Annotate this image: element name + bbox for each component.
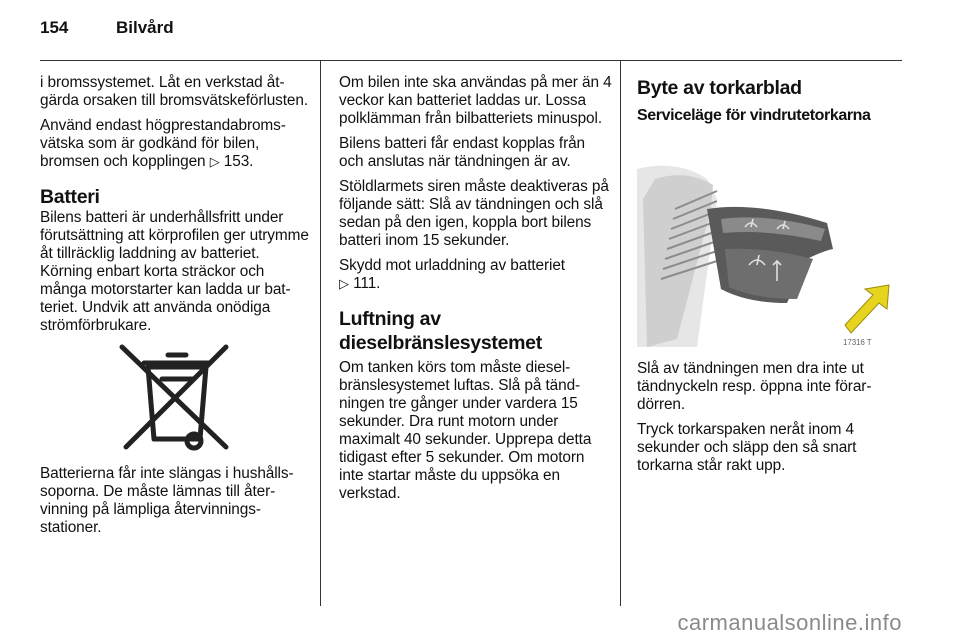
header-rule (40, 60, 902, 61)
column-3 (637, 74, 902, 482)
paragraph: Bilens batteri är underhållsfritt under förutsättning att körprofilen ger utrymme åt tillräcklig laddning av batteriet. Körning enbart korta sträckor och många motorstarter kan ladda ur batteriet. Undvik att använda onödiga strömförbrukare. (40, 209, 309, 334)
paragraph-text: Använd endast högprestandabromsvätska som är godkänd för bilen, bromsen och kopplingen (40, 117, 286, 170)
paragraph-with-ref (40, 117, 312, 171)
crossed-out-wheelie-bin-icon (118, 343, 238, 455)
column-divider-1 (320, 60, 321, 606)
paragraph: Bilens batteri får endast kopplas från och anslutas när tändningen är av. (339, 135, 586, 170)
wiper-stalk-photo (637, 139, 901, 347)
section-heading: Luftning av dieselbränslesystemet (339, 308, 542, 354)
page-number: 154 (40, 18, 69, 37)
page-reference-arrow-icon: ▷ (339, 276, 349, 291)
paragraph: Batterierna får inte slängas i hushållssoporna. De måste lämnas till återvinning på lämpliga återvinningsstationer. (40, 465, 294, 536)
page-reference[interactable]: 153. (223, 153, 254, 170)
paragraph: Om tanken körs tom måste dieselbränslesystemet luftas. Slå på tändningen tre gånger under vardera 15 sekunder. Dra runt motorn under maximalt 40 sekunder. Upprepa detta tidigast efter 5 sekunder. Om motorn inte startar måste du uppsöka en verkstad. (339, 359, 592, 502)
column-1 (40, 74, 312, 544)
column-2 (339, 74, 612, 510)
page-reference[interactable]: 111. (353, 275, 381, 292)
paragraph: Tryck torkarspaken neråt inom 4 sekunder och släpp den så snart torkarna står rakt upp. (637, 421, 857, 474)
paragraph: i bromssystemet. Låt en verkstad åtgärda orsaken till bromsvätskeförlusten. (40, 74, 309, 109)
paragraph-text: Skydd mot urladdning av batteriet (339, 257, 565, 274)
page-reference-arrow-icon: ▷ (209, 154, 220, 169)
subsection-heading: Serviceläge för vindrutetorkarna (637, 107, 871, 124)
paragraph: Om bilen inte ska användas på mer än 4 veckor kan batteriet laddas ur. Lossa polklämman från bilbatteriets minuspol. (339, 74, 612, 127)
section-heading: Byte av torkarblad (637, 77, 802, 99)
section-heading: Batteri (40, 186, 100, 208)
image-code: 17316 T (843, 338, 872, 347)
paragraph: Stöldlarmets siren måste deaktiveras på följande sätt: Slå av tändningen och slå sedan på den igen, koppla bort bilens batteri inom 15 sekunder. (339, 178, 609, 249)
watermark: carmanualsonline.info (677, 610, 902, 635)
page-header (40, 18, 174, 38)
paragraph-with-ref (339, 257, 612, 293)
column-divider-2 (620, 60, 621, 606)
section-title: Bilvård (116, 18, 174, 37)
paragraph: Slå av tändningen men dra inte ut tändnyckeln resp. öppna inte förardörren. (637, 360, 872, 413)
